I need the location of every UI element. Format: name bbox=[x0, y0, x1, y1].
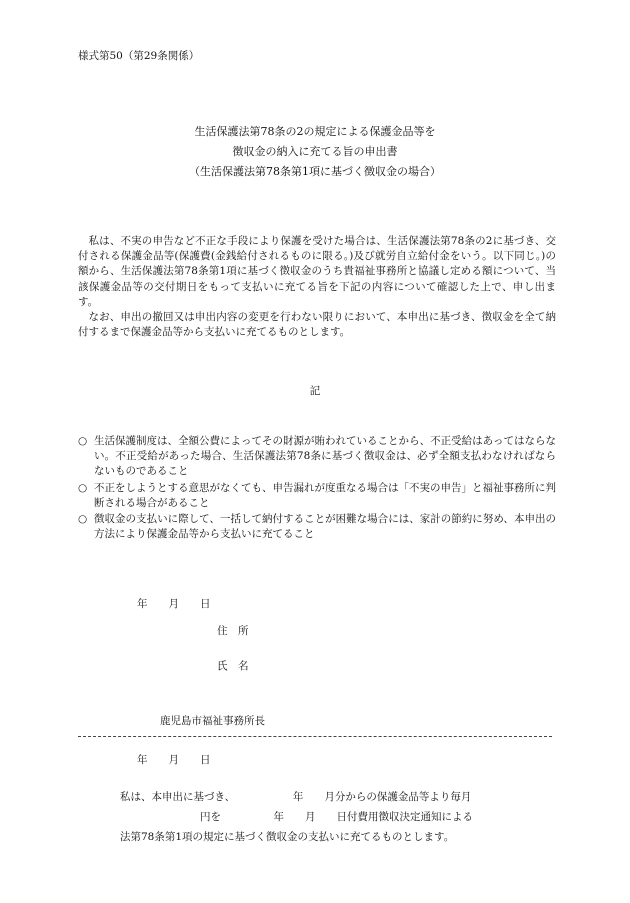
intro-paragraph-2: なお、申出の撤回又は申出内容の変更を行わない限りにおいて、本申出に基づき、徴収金を全て納付するまで保護金品等から支払いに充てるものとします。 bbox=[78, 311, 556, 339]
note-item-1 bbox=[78, 434, 556, 480]
intro-text bbox=[78, 234, 556, 341]
document-title bbox=[0, 122, 630, 182]
intro-paragraph-1: 私は、不実の申告など不正な手段により保護を受けた場合は、生活保護法第78条の2に基づき、交付される保護金品等(保護費(金銭給付されるものに限る。)及び就労自立給付金をいう。以下同じ。)の額から、生活保護法第78条第1項に基づく徴収金のうち貴福祉事務所と協議し定める額について、当該保護金品等の交付期日をもって支払いに充てる旨を下記の内容について確認した上で、申し出ます。 bbox=[78, 235, 556, 308]
confirmation-line-1: 私は、本申出に基づき、 年 月分からの保護金品等より毎月 bbox=[120, 791, 472, 803]
confirmation-date: 年 月 日 bbox=[137, 754, 211, 766]
circle-mark-icon: ○ bbox=[78, 513, 88, 526]
note-text-1: 生活保護制度は、全額公費によってその財源が賄われていることから、不正受給はあってはならない。不正受給があった場合、生活保護法第78条に基づく徴収金は、必ず全額支払わなければならないものであること bbox=[94, 435, 556, 478]
name-label: 氏 名 bbox=[217, 660, 249, 672]
title-line-3: （生活保護法第78条第1項に基づく徴収金の場合） bbox=[189, 165, 441, 178]
ki-heading: 記 bbox=[309, 385, 321, 397]
note-text-3: 徴収金の支払いに際して、一括して納付することが困難な場合には、家計の節約に努め、本申出の方法により保護金品等から支払いに充てること bbox=[94, 513, 556, 541]
cut-line-divider bbox=[78, 736, 552, 737]
title-line-2: 徴収金の納入に充てる旨の申出書 bbox=[232, 145, 398, 158]
circle-mark-icon: ○ bbox=[78, 481, 88, 494]
confirmation-line-2: 円を 年 月 日付費用徴収決定通知による bbox=[200, 811, 473, 823]
note-item-3 bbox=[78, 512, 556, 542]
title-line-1: 生活保護法第78条の2の規定による保護金品等を bbox=[194, 125, 436, 138]
note-text-2: 不正をしようとする意思がなくても、申告漏れが度重なる場合は「不実の申告」と福祉事務所に判断される場合があること bbox=[94, 481, 556, 509]
form-number: 様式第50（第29条関係） bbox=[78, 50, 200, 62]
confirmation-line-3: 法第78条第1項の規定に基づく徴収金の支払いに充てるものとします。 bbox=[120, 831, 455, 843]
note-item-2 bbox=[78, 481, 556, 511]
address-label: 住 所 bbox=[217, 625, 249, 637]
addressee: 鹿児島市福祉事務所長 bbox=[160, 715, 265, 727]
application-date: 年 月 日 bbox=[137, 598, 211, 610]
notes-list bbox=[78, 434, 556, 544]
circle-mark-icon: ○ bbox=[78, 435, 88, 447]
